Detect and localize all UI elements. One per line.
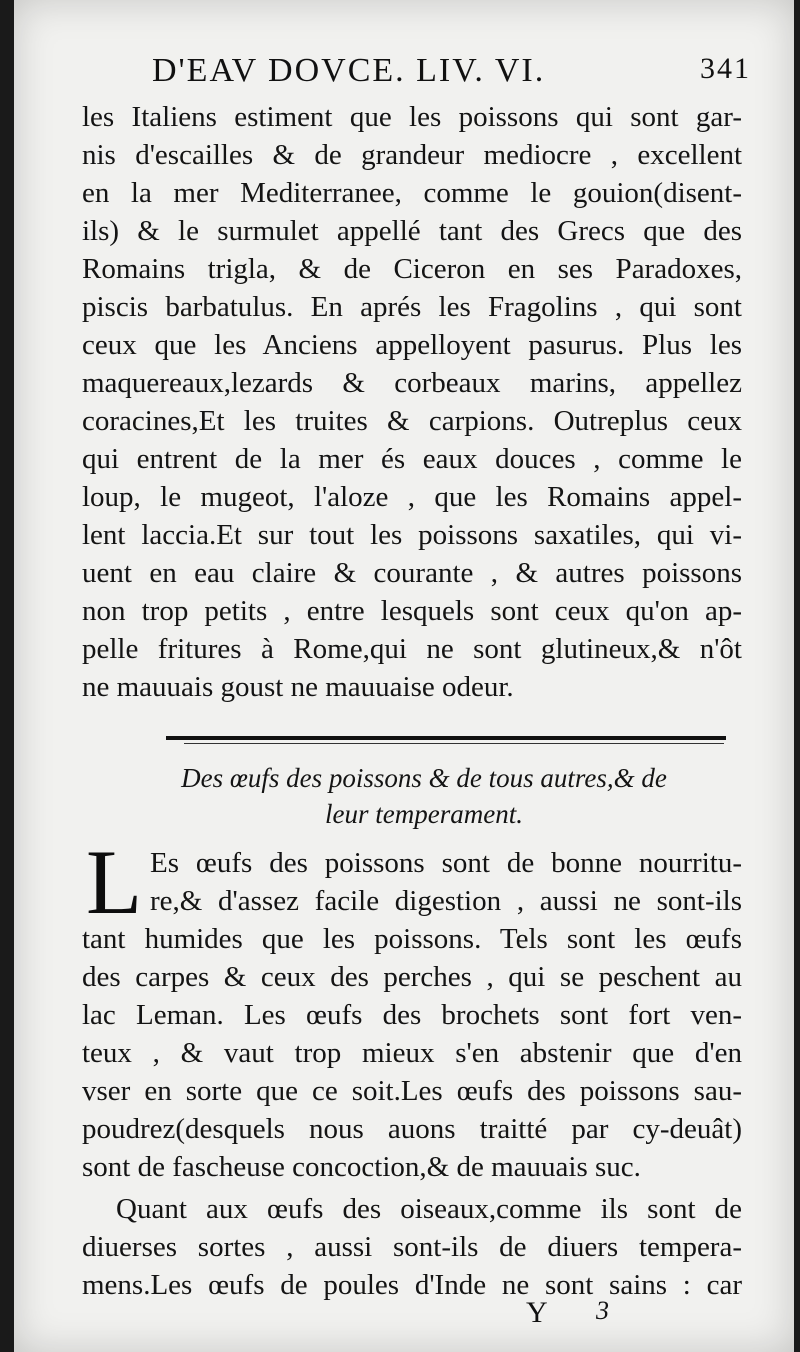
text-line: pelle fritures à Rome,qui ne sont glutineux,& n'ôt [82,633,742,665]
running-title: D'EAV DOVCE. LIV. VI. [152,52,546,89]
text-line: ceux que les Anciens appelloyent pasurus. Plus les [82,329,742,361]
text-line: Quant aux œufs des oiseaux,comme ils sont de [116,1193,742,1225]
text-line: re,& d'assez facile digestion , aussi ne sont-ils [150,885,742,917]
text-line: piscis barbatulus. En aprés les Fragolins , qui sont [82,291,742,323]
text-line: Es œufs des poissons sont de bonne nourritu- [150,847,742,879]
text-line: sont de fascheuse concoction,& de mauuais suc. [82,1151,641,1183]
page-number: 341 [700,52,751,85]
signature-number: 3 [596,1296,609,1325]
drop-cap: L [86,831,143,933]
text-line: en la mer Mediterranee, comme le gouion(disent- [82,177,742,209]
text-line: les Italiens estiment que les poissons qui sont gar- [82,101,742,133]
chapter-title-line-2: leur temperament. [325,799,523,829]
text-line: tant humides que les poissons. Tels sont les œufs [82,923,742,955]
text-line: non trop petits , entre lesquels sont ceux qu'on ap- [82,595,742,627]
text-line: nis d'escailles & de grandeur mediocre , excellent [82,139,742,171]
section-divider [166,736,726,740]
text-line: loup, le mugeot, l'aloze , que les Romains appel- [82,481,742,513]
signature-mark: Y [526,1296,548,1329]
text-line: poudrez(desquels nous auons traitté par cy-deuât) [82,1113,742,1145]
text-line: teux , & vaut trop mieux s'en abstenir que d'en [82,1037,742,1069]
text-line: Romains trigla, & de Ciceron en ses Paradoxes, [82,253,742,285]
text-line: qui entrent de la mer és eaux douces , comme le [82,443,742,475]
text-line: uent en eau claire & courante , & autres poissons [82,557,742,589]
text-line: coracines,Et les truites & carpions. Outreplus ceux [82,405,742,437]
text-line: diuerses sortes , aussi sont-ils de diuers tempera- [82,1231,742,1263]
section-divider-thin [184,743,724,744]
chapter-title-line-1: Des œufs des poissons & de tous autres,& de [181,763,667,793]
book-page [14,0,794,1352]
running-header [152,52,772,96]
text-line: mens.Les œufs de poules d'Inde ne sont sains : car [82,1269,742,1301]
text-line: maquereaux,lezards & corbeaux marins, appellez [82,367,742,399]
text-line: lac Leman. Les œufs des brochets sont fort ven- [82,999,742,1031]
text-line: vser en sorte que ce soit.Les œufs des poissons sau- [82,1075,742,1107]
text-line: des carpes & ceux des perches , qui se peschent au [82,961,742,993]
text-line: lent laccia.Et sur tout les poissons saxatiles, qui vi- [82,519,742,551]
text-line: ils) & le surmulet appellé tant des Grecs que des [82,215,742,247]
text-line: ne mauuais goust ne mauuaise odeur. [82,671,514,703]
